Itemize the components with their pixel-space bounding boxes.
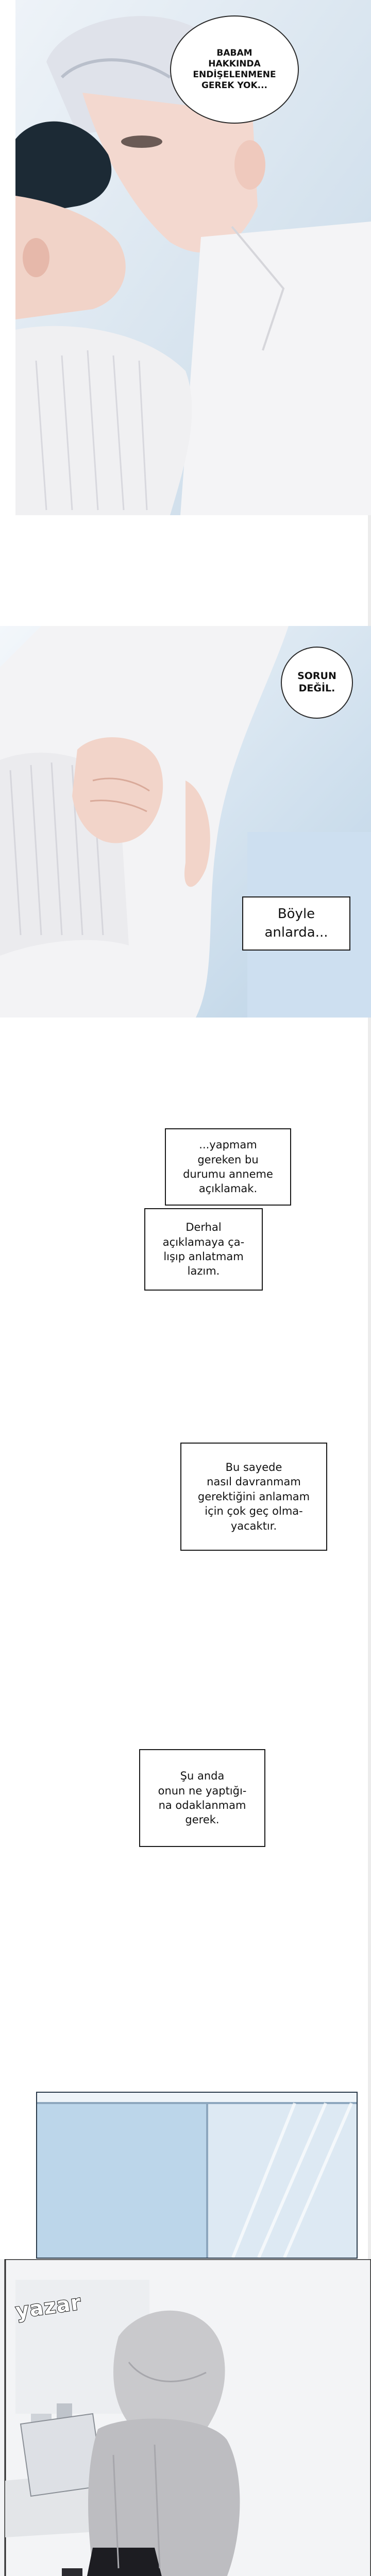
caption-box-3-text: Derhal açıklamaya ça- lışıp anlatmam lazım. — [162, 1221, 245, 1278]
caption-box-3 — [144, 1208, 263, 1291]
caption-box-2-text: ...yapmam gereken bu durumu anneme açıklamak. — [183, 1139, 273, 1195]
caption-box-4-text: Bu sayede nasıl davranmam gerektiğini anlamam için çok geç olma- yacaktır. — [197, 1461, 310, 1532]
speech-bubble-2 — [281, 647, 353, 719]
panel-window — [36, 2092, 358, 2259]
caption-box-1-text: Böyle anlarda... — [264, 906, 328, 940]
caption-box-4 — [180, 1443, 327, 1551]
speech-bubble-2-text: SORUN DEĞİL. — [297, 670, 336, 694]
caption-box-5-text: Şu anda onun ne yaptığı- na odaklanmam gerek. — [158, 1770, 247, 1826]
speech-bubble-1 — [170, 15, 299, 124]
sfx-typing-label: yazar — [14, 2291, 83, 2324]
panel-window-art — [37, 2093, 357, 2258]
caption-box-2 — [165, 1128, 291, 1206]
speech-bubble-1-text: BABAM HAKKINDA ENDİŞELENMENE GEREK YOK... — [193, 47, 276, 91]
panel-embrace — [15, 0, 371, 515]
caption-box-1 — [242, 896, 350, 951]
caption-box-5 — [139, 1749, 265, 1847]
panel-hoodie-typing — [0, 2259, 371, 2576]
panel-arm-hold — [0, 626, 371, 1018]
